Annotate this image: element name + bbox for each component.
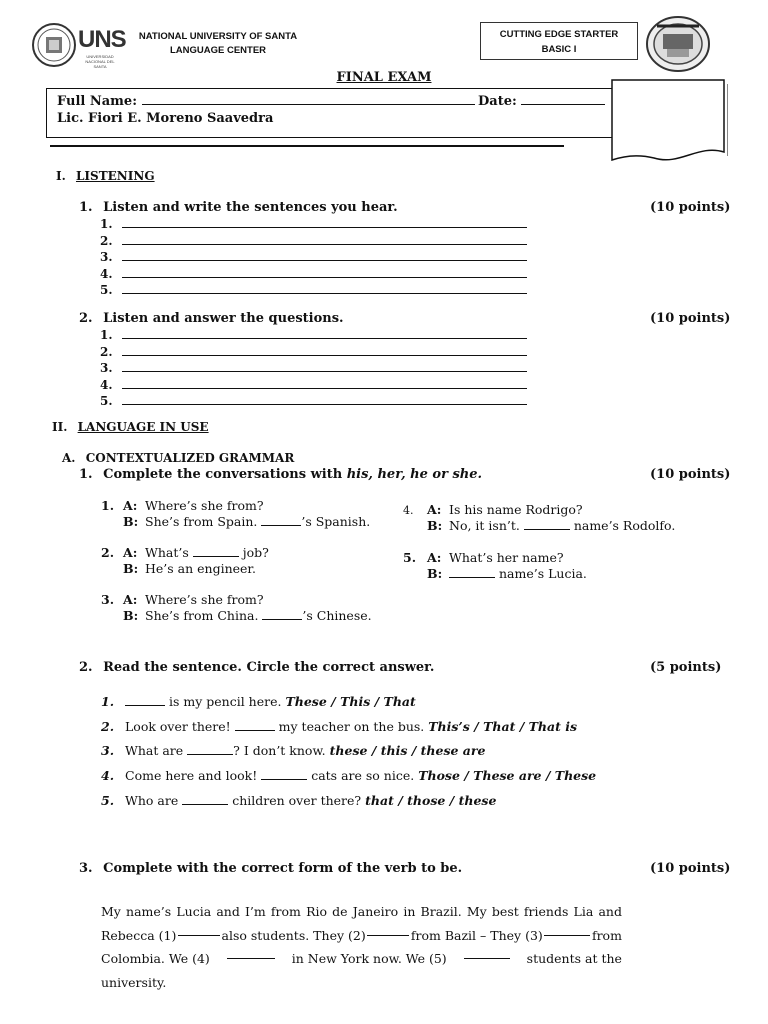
subsection-a-title: CONTEXTUALIZED GRAMMAR xyxy=(85,451,295,465)
section1-numeral: I. xyxy=(56,169,66,183)
answer-line: 2. xyxy=(100,344,527,361)
conversation-3: 3. A: Where’s she from? xyxy=(101,592,264,607)
date-label: Date: xyxy=(478,94,517,109)
grammar-q1-pronouns: his, her, he or she. xyxy=(346,467,483,482)
logo-subtext: UNIVERSIDAD NACIONAL DEL SANTA xyxy=(85,54,115,69)
answer-line: 3. xyxy=(100,360,527,377)
grammar-q3-points: (10 points) xyxy=(650,861,731,876)
uns-logo xyxy=(32,22,132,70)
conversation-5-reply: B: name’s Lucia. xyxy=(427,566,587,581)
conversation-1-reply: B: She’s from Spain. ’s Spanish. xyxy=(123,514,371,529)
conversation-4: 4. A: Is his name Rodrigo? xyxy=(403,502,583,517)
date-field[interactable] xyxy=(521,93,605,105)
answer-field[interactable] xyxy=(227,947,275,959)
logo-text: UNS xyxy=(78,26,126,53)
conversation-5: 5. A: What’s her name? xyxy=(403,550,564,565)
grammar-q3-number: 3. xyxy=(79,861,93,876)
university-seal-icon xyxy=(32,22,76,68)
answer-field[interactable] xyxy=(122,233,527,245)
section2-title: LANGUAGE IN USE xyxy=(77,420,209,434)
q2-points: (10 points) xyxy=(650,311,731,326)
answer-field[interactable] xyxy=(544,924,590,936)
conversation-4-reply: B: No, it isn’t. name’s Rodolfo. xyxy=(427,518,676,533)
answer-options[interactable]: that / those / these xyxy=(365,793,497,808)
grammar-q1-text: Complete the conversations with xyxy=(103,467,347,482)
q2-text: Listen and answer the questions. xyxy=(103,311,344,326)
answer-line: 2. xyxy=(100,233,527,250)
answer-field[interactable] xyxy=(122,282,527,294)
answer-field[interactable] xyxy=(122,249,527,261)
q1-text: Listen and write the sentences you hear. xyxy=(103,200,398,215)
answer-field[interactable] xyxy=(464,947,510,959)
answer-field[interactable] xyxy=(235,719,275,731)
answer-line: 3. xyxy=(100,249,527,266)
language-center-seal-icon xyxy=(645,16,711,72)
q2-number: 2. xyxy=(79,311,93,326)
institution-line1: NATIONAL UNIVERSITY OF SANTA xyxy=(138,31,298,42)
answer-options[interactable]: This’s / That / That is xyxy=(428,719,578,734)
answer-field[interactable] xyxy=(178,924,220,936)
conversation-2: 2. A: What’s job? xyxy=(101,545,269,560)
paragraph-line-2: Rebecca (1) also students. They (2) from Bazil – They (3) from xyxy=(101,924,622,948)
answer-field[interactable] xyxy=(261,514,301,526)
circle-item-1: 1. is my pencil here. These / This / That xyxy=(101,694,416,709)
paragraph-line-4: university. xyxy=(101,974,167,990)
exam-title: FINAL EXAM xyxy=(336,70,432,85)
course-line2: BASIC I xyxy=(541,44,577,55)
conversation-3-reply: B: She’s from China. ’s Chinese. xyxy=(123,608,372,623)
answer-line: 5. xyxy=(100,393,527,410)
paragraph-line-1: My name’s Lucia and I’m from Rio de Janeiro in Brazil. My best friends Lia and xyxy=(101,904,622,919)
answer-field[interactable] xyxy=(125,694,165,706)
answer-field[interactable] xyxy=(182,793,228,805)
answer-options[interactable]: These / This / That xyxy=(285,694,416,709)
circle-item-2: 2. Look over there! my teacher on the bus. This’s / That / That is xyxy=(101,719,578,734)
grammar-q2-number: 2. xyxy=(79,660,93,675)
answer-field[interactable] xyxy=(449,566,495,578)
answer-field[interactable] xyxy=(122,360,527,372)
circle-item-3: 3. What are ? I don’t know. these / this / these are xyxy=(101,743,486,758)
answer-field[interactable] xyxy=(193,545,239,557)
q1-points: (10 points) xyxy=(650,200,731,215)
language-center-seal xyxy=(645,16,711,72)
course-line1: CUTTING EDGE STARTER xyxy=(499,29,619,40)
full-name-field[interactable] xyxy=(142,93,475,105)
subsection-a-letter: A. xyxy=(62,451,76,465)
conversation-1: 1. A: Where’s she from? xyxy=(101,498,264,513)
grammar-q1-points: (10 points) xyxy=(650,467,731,482)
institution-line2: LANGUAGE CENTER xyxy=(169,45,267,56)
answer-line: 4. xyxy=(100,377,527,394)
teacher-name: Lic. Fiori E. Moreno Saavedra xyxy=(57,111,274,126)
answer-line: 1. xyxy=(100,216,527,233)
answer-field[interactable] xyxy=(262,608,302,620)
answer-field[interactable] xyxy=(122,393,527,405)
grammar-q3-text: Complete with the correct form of the verb to be. xyxy=(103,861,463,876)
grammar-q2-text: Read the sentence. Circle the correct answer. xyxy=(103,660,435,675)
answer-field[interactable] xyxy=(122,327,527,339)
circle-item-4: 4. Come here and look! cats are so nice. Those / These are / These xyxy=(101,768,597,783)
answer-field[interactable] xyxy=(122,344,527,356)
q1-number: 1. xyxy=(79,200,93,215)
answer-options[interactable]: these / this / these are xyxy=(329,743,486,758)
paragraph-line-3: Colombia. We (4) in New York now. We (5) students at the xyxy=(101,947,622,971)
answer-field[interactable] xyxy=(122,216,527,228)
answer-field[interactable] xyxy=(122,377,527,389)
circle-item-5: 5. Who are children over there? that / those / these xyxy=(101,793,497,808)
conversation-2-reply: B: He’s an engineer. xyxy=(123,561,257,576)
grammar-q1-number: 1. xyxy=(79,467,93,482)
answer-line: 4. xyxy=(100,266,527,283)
q1-answer-lines xyxy=(100,216,527,299)
answer-options[interactable]: Those / These are / These xyxy=(418,768,597,783)
answer-line: 1. xyxy=(100,327,527,344)
grammar-q2-points: (5 points) xyxy=(650,660,722,675)
answer-line: 5. xyxy=(100,282,527,299)
answer-field[interactable] xyxy=(187,743,233,755)
section2-numeral: II. xyxy=(52,420,68,434)
q2-answer-lines xyxy=(100,327,527,410)
full-name-label: Full Name: xyxy=(57,94,137,109)
answer-field[interactable] xyxy=(122,266,527,278)
answer-field[interactable] xyxy=(367,924,409,936)
section1-title: LISTENING xyxy=(75,169,155,183)
answer-field[interactable] xyxy=(524,518,570,530)
verb-to-be-paragraph xyxy=(101,900,622,994)
info-box-shadow xyxy=(50,145,564,147)
grade-box xyxy=(610,78,728,164)
course-box xyxy=(480,22,638,60)
answer-field[interactable] xyxy=(261,768,307,780)
